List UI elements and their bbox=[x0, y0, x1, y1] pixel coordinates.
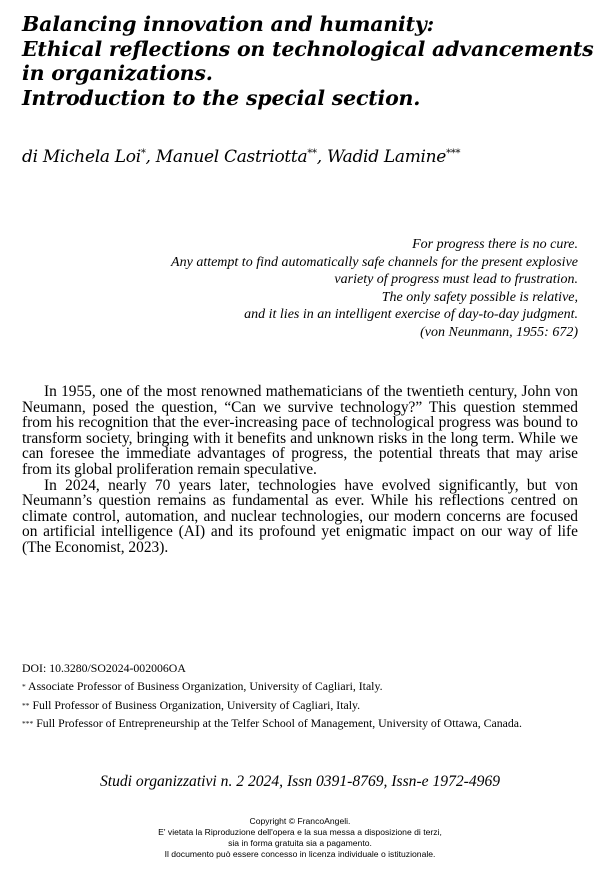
epigraph-line: and it lies in an intelligent exercise of day-to-day judgment. bbox=[244, 307, 578, 323]
author-line bbox=[22, 146, 592, 168]
author-prefix: di bbox=[22, 147, 43, 167]
copyright-line: Copyright © FrancoAngeli. bbox=[249, 816, 351, 826]
footnote-mark: ** bbox=[22, 700, 30, 710]
journal-reference: Studi organizzativi n. 2 2024, Issn 0391-8769, Issn-e 1972-4969 bbox=[99, 773, 501, 790]
epigraph-citation: (von Neunmann, 1955: 672) bbox=[420, 324, 578, 340]
copyright-line: sia in forma gratuita sia a pagamento. bbox=[228, 838, 372, 848]
author-separator: , bbox=[316, 147, 327, 167]
body-paragraph: In 1955, one of the most renowned mathematicians of the twentieth century, John von Neumann, posed the question, “Can we survive technology?” This question stemmed from his recognition that the ever-increasing pace of technological progress was bound to transform society, bringing with it benefits and unknown risks in the long term. While we can foresee the immediate advantages of progress, the potential threats that may arise from its global proliferation remain speculative. bbox=[22, 383, 578, 478]
title-line: in organizations. bbox=[22, 61, 213, 85]
article-title bbox=[22, 12, 592, 110]
footnote bbox=[22, 680, 580, 693]
title-line: Ethical reflections on technological advancements bbox=[22, 36, 594, 61]
title-line: Balancing innovation and humanity: bbox=[22, 12, 434, 36]
footnote bbox=[22, 699, 580, 712]
copyright-line: Il documento può essere concesso in licenza individuale o istituzionale. bbox=[164, 849, 436, 859]
copyright-line: E' vietata la Riproduzione dell'opera e la sua messa a disposizione di terzi, bbox=[158, 827, 442, 837]
title-line: Introduction to the special section. bbox=[22, 85, 421, 110]
epigraph-line: For progress there is no cure. bbox=[412, 237, 578, 252]
footnote-text: Full Professor of Entrepreneurship at the Telfer School of Management, University of Ottawa, Canada. bbox=[33, 716, 522, 731]
epigraph-line: variety of progress must lead to frustration. bbox=[334, 272, 578, 288]
epigraph-line: The only safety possible is relative, bbox=[381, 289, 578, 305]
author-footnote-mark: * bbox=[140, 148, 146, 159]
doi-text: DOI: 10.3280/SO2024-002006OA bbox=[22, 661, 186, 675]
copyright-notice bbox=[0, 816, 600, 860]
footnote bbox=[22, 717, 580, 730]
author-name: Wadid Lamine bbox=[326, 147, 447, 167]
epigraph-line: Any attempt to find automatically safe channels for the present explosive bbox=[171, 254, 578, 270]
author-footnote-mark: ** bbox=[307, 148, 317, 159]
footnote-mark: *** bbox=[22, 719, 34, 729]
footnote-mark: * bbox=[22, 682, 26, 692]
footnote-text: Full Professor of Business Organization, University of Cagliari, Italy. bbox=[29, 697, 361, 712]
footnotes bbox=[22, 662, 580, 736]
author-name: Michela Loi bbox=[42, 147, 141, 167]
author-name: Manuel Castriotta bbox=[155, 147, 308, 167]
author-footnote-mark: *** bbox=[446, 148, 461, 159]
epigraph-quote bbox=[18, 236, 578, 342]
footnote-text: Associate Professor of Business Organization, University of Cagliari, Italy. bbox=[25, 679, 383, 694]
author-separator: , bbox=[145, 147, 156, 167]
body-text bbox=[22, 384, 578, 556]
body-paragraph: In 2024, nearly 70 years later, technologies have evolved significantly, but von Neumann’s question remains as fundamental as ever. While his reflections centred on climate control, automation, and nuclear technologies, our modern concerns are focused on artificial intelligence (AI) and its profound yet enigmatic impact on our way of life (The Economist, 2023). bbox=[22, 476, 578, 556]
